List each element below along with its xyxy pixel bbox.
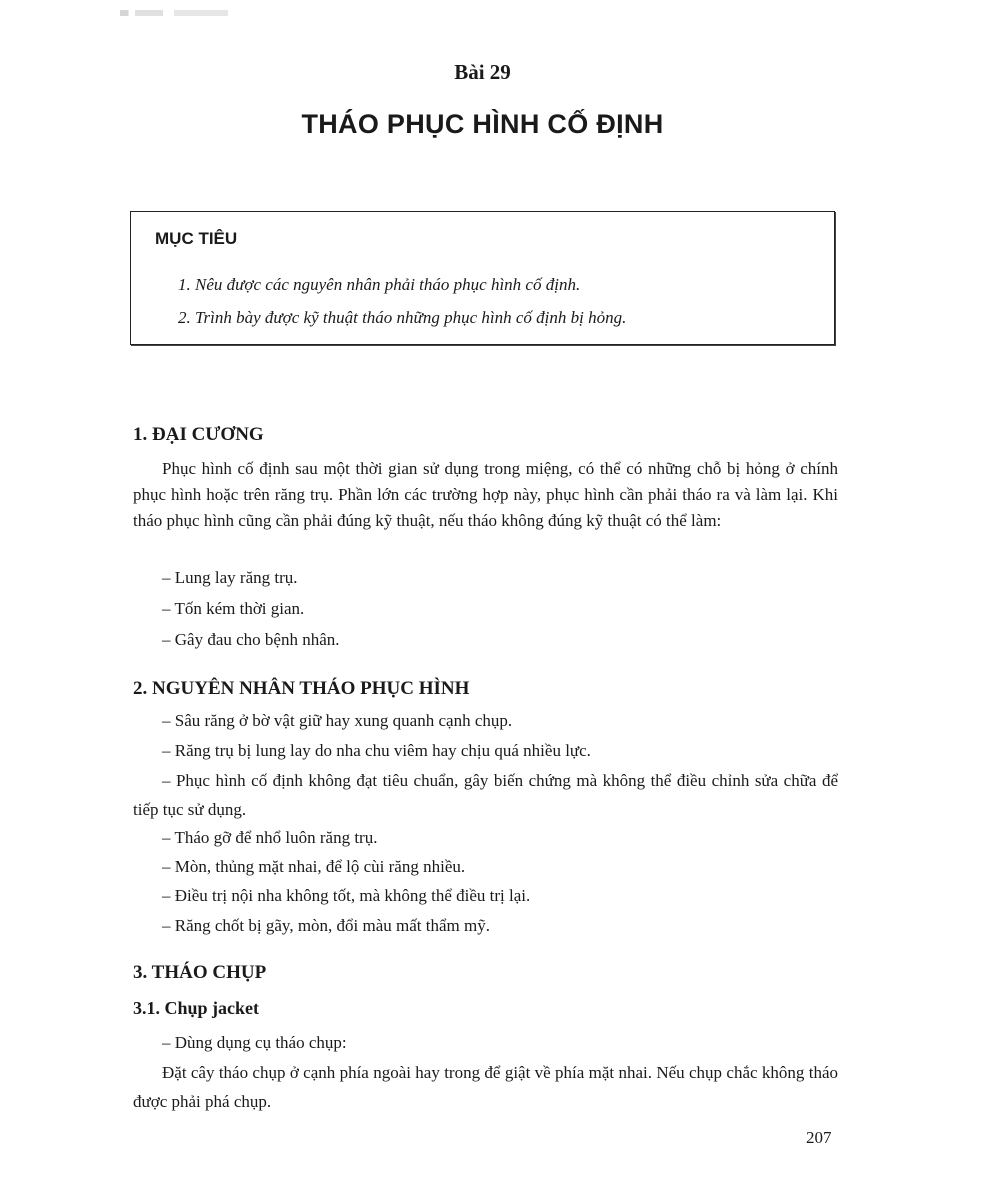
list-item: – Dùng dụng cụ tháo chụp: (162, 1033, 347, 1052)
overview-paragraph-text: Phục hình cố định sau một thời gian sử dụng trong miệng, có thể có những chỗ bị hỏng ở chính phục hình hoặc trên răng trụ. Phần lớn các trường hợp này, phục hình cần phải tháo ra và làm lại. Khi tháo phục hình cũng cần phải đúng kỹ thuật, nếu tháo không đúng kỹ thuật có thể làm: (133, 459, 838, 530)
lesson-title: THÁO PHỤC HÌNH CỐ ĐỊNH (301, 109, 664, 139)
overview-paragraph (133, 456, 838, 534)
list-item-wrapped (133, 766, 838, 824)
list-item: – Gây đau cho bệnh nhân. (162, 630, 340, 649)
page-number: 207 (806, 1128, 832, 1147)
list-item: – Sâu răng ở bờ vật giữ hay xung quanh cạnh chụp. (162, 711, 513, 730)
list-item: – Tốn kém thời gian. (162, 599, 305, 618)
list-item-text: – Phục hình cố định không đạt tiêu chuẩn, gây biến chứng mà không thể điều chỉnh sửa chữa để tiếp tục sử dụng. (133, 771, 838, 819)
objective-item: 2. Trình bày được kỹ thuật tháo những phục hình cố định bị hỏng. (178, 308, 627, 327)
objectives-heading: MỤC TIÊU (155, 229, 238, 248)
list-item: – Điều trị nội nha không tốt, mà không thể điều trị lại. (162, 886, 531, 905)
scan-artifact (120, 10, 228, 16)
subsection-heading-jacket: 3.1. Chụp jacket (133, 998, 260, 1018)
crown-removal-paragraph (133, 1058, 838, 1116)
section-heading-causes: 2. NGUYÊN NHÂN THÁO PHỤC HÌNH (133, 678, 470, 699)
objectives-box (130, 211, 835, 345)
list-item: – Răng trụ bị lung lay do nha chu viêm hay chịu quá nhiều lực. (162, 741, 591, 760)
objective-item: 1. Nêu được các nguyên nhân phải tháo phục hình cố định. (178, 275, 581, 294)
list-item: – Lung lay răng trụ. (162, 568, 298, 587)
lesson-number: Bài 29 (454, 60, 511, 84)
list-item: – Răng chốt bị gãy, mòn, đổi màu mất thẩm mỹ. (162, 916, 490, 935)
list-item: – Mòn, thủng mặt nhai, để lộ cùi răng nhiều. (162, 857, 466, 876)
list-item: – Tháo gỡ để nhổ luôn răng trụ. (162, 828, 378, 847)
section-heading-overview: 1. ĐẠI CƯƠNG (133, 424, 264, 445)
crown-removal-paragraph-text: Đặt cây tháo chụp ở cạnh phía ngoài hay trong để giật về phía mặt nhai. Nếu chụp chắc không tháo được phải phá chụp. (133, 1063, 838, 1111)
section-heading-crown-removal: 3. THÁO CHỤP (133, 962, 267, 983)
